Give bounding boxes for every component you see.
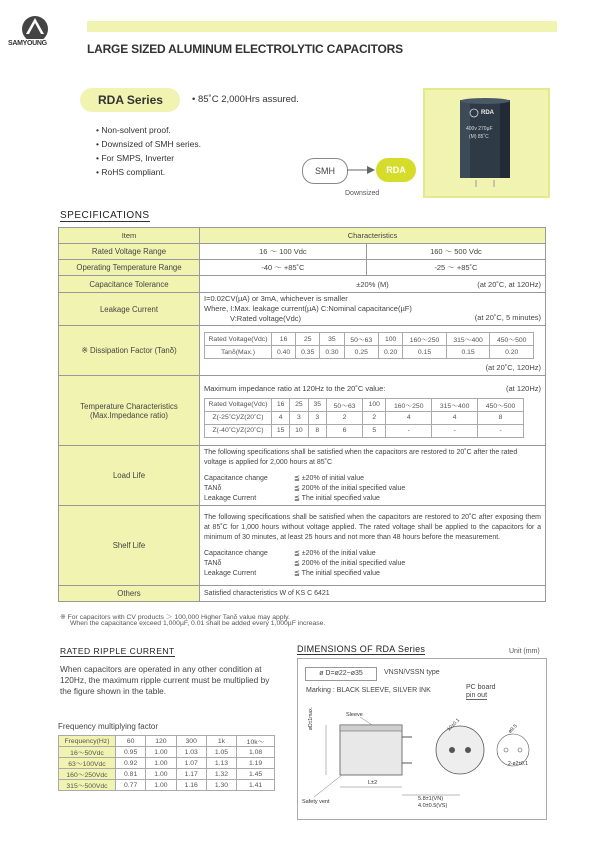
freq-r2-c4: 1.32: [206, 769, 236, 780]
freq-r2-c5: 1.45: [237, 769, 275, 780]
temp-char-label-cell: [59, 376, 200, 446]
feature-1: • Non-solvent proof.: [96, 125, 171, 135]
sleeve-label: Sleeve: [346, 712, 363, 718]
freq-r2-c2: 1.00: [146, 769, 176, 780]
temp-char-note: (at 120Hz): [505, 383, 541, 393]
pin-dim-1: 10±0.1: [446, 717, 462, 733]
df-v-4: 100: [379, 333, 403, 346]
df-v-5: 160～250: [403, 333, 447, 346]
freq-r3-c4: 1.30: [206, 780, 236, 791]
df-v-3: 50～63: [344, 333, 379, 346]
shelf-life-item-2: [204, 559, 541, 569]
imp25-2: 3: [308, 411, 326, 424]
cap-line2: (M) 85˚C: [469, 134, 489, 140]
imp40-0: 15: [272, 424, 290, 437]
imp40-3: 6: [326, 424, 362, 437]
freq-r0-c3: 1.03: [176, 747, 206, 758]
op-temp-high: -25 ～ +85˚C: [366, 260, 545, 276]
df-0: 0.40: [272, 346, 296, 359]
imp-v-0: 16: [272, 398, 290, 411]
op-temp-label: Operating Temperature Range: [59, 260, 200, 276]
dim-vs: 4.0±0.5(VS): [418, 803, 448, 809]
freq-r2-c1: 0.81: [116, 769, 146, 780]
freq-r3-c1: 0.77: [116, 780, 146, 791]
dissipation-label: ※ Dissipation Factor (Tanδ): [59, 326, 200, 376]
arrow-right-icon: [347, 163, 377, 177]
freq-r1-c3: 1.07: [176, 758, 206, 769]
df-v-6: 315～400: [446, 333, 490, 346]
freq-r0-c2: 1.00: [146, 747, 176, 758]
imp40-4: 5: [363, 424, 386, 437]
freq-head-2: 120: [146, 736, 176, 747]
shelf-life-label: Shelf Life: [59, 506, 200, 586]
feature-4: • RoHS compliant.: [96, 167, 166, 177]
samyoung-logo-icon: [14, 12, 56, 56]
feature-2: • Downsized of SMH series.: [96, 139, 202, 149]
others-value: Satisfied characteristics W of KS C 6421: [200, 586, 546, 602]
freq-r2-c3: 1.17: [176, 769, 206, 780]
freq-head-4: 1k: [206, 736, 236, 747]
sl-v-2: ≦ The initial specified value: [294, 569, 380, 577]
specs-title: SPECIFICATIONS: [60, 210, 150, 221]
size-box-label: ø D=ø22~ø35: [319, 670, 363, 677]
imp25-0: 4: [272, 411, 290, 424]
dissipation-table: [204, 332, 534, 359]
freq-row: [59, 747, 275, 758]
df-v-1: 25: [296, 333, 320, 346]
cap-brand: RDA: [481, 110, 494, 116]
temp-char-intro: Maximum impedance ratio at 120Hz to the 20˚C value:: [204, 383, 386, 393]
freq-head-5: 10k～: [237, 736, 275, 747]
flow-to-label: RDA: [386, 165, 406, 175]
leakage-cell: [200, 293, 546, 326]
dim-pc-board: PC board: [466, 684, 496, 691]
dissipation-row1-head: Rated Voltage(Vdc): [205, 333, 272, 346]
freq-head-row: [59, 736, 275, 747]
sl-k-1: TANδ: [204, 559, 222, 567]
freq-r3-c2: 1.00: [146, 780, 176, 791]
op-temp-low: -40 ～ +85˚C: [200, 260, 367, 276]
load-life-text: The following specifications shall be satisfied when the capacitors are restored to 20˚C after the rated voltage is applied for 2,000 hours at 85˚C: [204, 448, 518, 466]
dim-type: VNSN/VSSN type: [384, 669, 440, 676]
temp-char-cell: [200, 376, 546, 446]
imp25-7: 8: [478, 411, 524, 424]
df-7: 0.20: [490, 346, 534, 359]
freq-r1-c1: 0.92: [116, 758, 146, 769]
frequency-table: [58, 735, 275, 791]
imp-row3-head: Z(-40˚C)/Z(20˚C): [205, 424, 272, 437]
imp40-6: -: [432, 424, 478, 437]
dissipation-voltage-row: [205, 333, 534, 346]
imp25-5: 4: [386, 411, 432, 424]
freq-r0-c1: 0.95: [116, 747, 146, 758]
flow-from: [302, 158, 348, 184]
sl-k-2: Leakage Current: [204, 569, 257, 577]
imp40-7: -: [478, 424, 524, 437]
series-headline: • 85˚C 2,000Hrs assured.: [192, 94, 299, 105]
freq-head-3: 300: [176, 736, 206, 747]
ripple-title: RATED RIPPLE CURRENT: [60, 646, 175, 656]
sl-v-0: ≦ ±20% of the initial value: [294, 549, 376, 557]
df-v-0: 16: [272, 333, 296, 346]
ll-v-2: ≦ The initial specified value: [294, 494, 380, 502]
dim-marking: Marking : BLACK SLEEVE, SILVER INK: [306, 687, 431, 694]
df-v-7: 450～500: [490, 333, 534, 346]
dissipation-value-row: [205, 346, 534, 359]
freq-r0-c4: 1.05: [206, 747, 236, 758]
imp40-5: -: [386, 424, 432, 437]
df-6: 0.15: [446, 346, 490, 359]
shelf-life-item-1: [204, 549, 541, 559]
imp-v-1: 25: [290, 398, 308, 411]
ll-k-2: Leakage Current: [204, 494, 257, 502]
shelf-life-item-3: [204, 569, 541, 579]
spec-table: [58, 227, 546, 602]
freq-r1-c2: 1.00: [146, 758, 176, 769]
dissipation-note: (at 20˚C, 120Hz): [485, 363, 541, 372]
freq-row: [59, 769, 275, 780]
shelf-life-cell: [200, 506, 546, 586]
dissipation-row2-head: Tanδ(Max.): [205, 346, 272, 359]
imp25-3: 2: [326, 411, 362, 424]
pin-dim-2: 2-ø2±0.1: [508, 761, 528, 767]
impedance-row-25: [205, 411, 524, 424]
cap-tol-value: ±20% (M): [356, 279, 389, 289]
freq-r0-c0: 16～50Vdc: [59, 747, 116, 758]
diameter-label: øD±1max.: [308, 706, 314, 730]
imp-v-3: 50～63: [326, 398, 362, 411]
freq-r1-c4: 1.13: [206, 758, 236, 769]
ll-k-1: TANδ: [204, 484, 222, 492]
cap-tol-note: (at 20˚C, at 120Hz): [477, 279, 541, 289]
logo: [14, 12, 56, 56]
temp-char-label1: Temperature Characteristics: [80, 401, 178, 411]
footnote-1: ※ For capacitors with CV products ＞ 100,000 Higher Tanδ value may apply.: [60, 614, 290, 621]
freq-r3-c0: 315～500Vdc: [59, 780, 116, 791]
imp-v-6: 315～400: [432, 398, 478, 411]
brand-name: SAMYOUNG: [8, 40, 47, 47]
freq-table-title: Frequency multiplying factor: [58, 722, 159, 731]
freq-r1-c0: 63～100Vdc: [59, 758, 116, 769]
feature-3: • For SMPS, Inverter: [96, 153, 175, 163]
imp25-6: 4: [432, 411, 478, 424]
size-box: [305, 667, 377, 681]
rated-voltage-high: 160 ～ 500 Vdc: [366, 244, 545, 260]
col-item-header: Item: [59, 228, 200, 244]
rated-voltage-label: Rated Voltage Range: [59, 244, 200, 260]
leakage-note: (at 20˚C, 5 minutes): [474, 313, 541, 322]
load-life-item-1: [204, 474, 541, 484]
imp40-2: 8: [308, 424, 326, 437]
ll-v-1: ≦ 200% of the initial specified value: [294, 484, 406, 492]
flow-from-label: SMH: [315, 166, 335, 176]
dimensions-unit: Unit (mm): [509, 648, 540, 655]
df-4: 0.20: [379, 346, 403, 359]
freq-r2-c0: 160～250Vdc: [59, 769, 116, 780]
df-v-2: 35: [320, 333, 344, 346]
leakage-label: Leakage Current: [59, 293, 200, 326]
flow-caption: Downsized: [345, 190, 380, 197]
load-life-item-3: [204, 494, 541, 504]
shelf-life-text: The following specifications shall be satisfied when the capacitors are restored to 20˚C after exposing them at 85˚C for 1,000 hours without voltage applied. The rated voltage shall be applied to the capacitors for a minimum of 30 minutes, at least 25 hours and not more than 48 hours before the measurement.: [204, 513, 541, 541]
df-3: 0.25: [344, 346, 379, 359]
impedance-row-40: [205, 424, 524, 437]
dimensions-title: DIMENSIONS OF RDA Series: [297, 644, 426, 654]
load-life-label: Load Life: [59, 446, 200, 506]
impedance-table: [204, 398, 524, 438]
dissipation-cell: [200, 326, 546, 376]
sl-v-1: ≦ 200% of the initial specified value: [294, 559, 406, 567]
header-bar: [87, 21, 557, 32]
temp-char-label2: (Max.Impedance ratio): [90, 410, 168, 420]
ll-v-0: ≦ ±20% of initial value: [294, 474, 365, 482]
col-char-header: Characteristics: [200, 228, 546, 244]
load-life-cell: [200, 446, 546, 506]
footnote-2: When the capacitance exceed 1,000µF, 0.01 shall be added every 1,000µF increase.: [70, 620, 326, 627]
impedance-voltage-row: [205, 398, 524, 411]
imp-v-2: 35: [308, 398, 326, 411]
rated-voltage-low: 16 ～ 100 Vdc: [200, 244, 367, 260]
freq-head-1: 60: [116, 736, 146, 747]
length-label: L±2: [368, 780, 378, 786]
imp25-1: 3: [290, 411, 308, 424]
imp-v-5: 160～250: [386, 398, 432, 411]
imp25-4: 2: [363, 411, 386, 424]
imp-row2-head: Z(-25˚C)/Z(20˚C): [205, 411, 272, 424]
ripple-text: When capacitors are operated in any other condition at 120Hz, the maximum ripple current must be multiplied by the figure shown in the table.: [60, 664, 270, 696]
series-name: RDA Series: [98, 93, 163, 107]
freq-row: [59, 758, 275, 769]
freq-r0-c5: 1.08: [237, 747, 275, 758]
flow-to: [376, 158, 416, 182]
leakage-line1: I=0.02CV(µA) or 3mA, whichever is smaller: [204, 294, 348, 303]
freq-head-0: Frequency(Hz): [59, 736, 116, 747]
page-title: LARGE SIZED ALUMINUM ELECTROLYTIC CAPACITORS: [87, 42, 403, 56]
ll-k-0: Capacitance change: [204, 474, 268, 482]
leakage-line2: Where, I:Max. leakage current(µA) C:Nominal capacitance(µF): [204, 304, 412, 313]
df-1: 0.35: [296, 346, 320, 359]
pin-dim-3: ø9.5: [507, 723, 519, 735]
temp-char-intro-row: [204, 384, 541, 393]
freq-r3-c3: 1.16: [176, 780, 206, 791]
df-2: 0.30: [320, 346, 344, 359]
dim-pin-out: pin out: [466, 692, 488, 699]
load-life-item-2: [204, 484, 541, 494]
others-label: Others: [59, 586, 200, 602]
leakage-line3: V:Rated voltage(Vdc): [230, 314, 302, 323]
df-5: 0.15: [403, 346, 447, 359]
dim-vn: 5.8±1(VN): [418, 796, 444, 802]
imp-row1-head: Rated Voltage(Vdc): [205, 398, 272, 411]
sl-k-0: Capacitance change: [204, 549, 268, 557]
freq-r3-c5: 1.41: [237, 780, 275, 791]
imp40-1: 10: [290, 424, 308, 437]
freq-row: [59, 780, 275, 791]
cap-tol-label: Capacitance Tolerance: [59, 276, 200, 293]
cap-tol-cell: [200, 276, 546, 293]
imp-v-4: 100: [363, 398, 386, 411]
safety-vent-label: Safety vent: [302, 799, 330, 805]
cap-line1: 400v 270µF: [466, 126, 493, 132]
imp-v-7: 450～500: [478, 398, 524, 411]
freq-r1-c5: 1.19: [237, 758, 275, 769]
